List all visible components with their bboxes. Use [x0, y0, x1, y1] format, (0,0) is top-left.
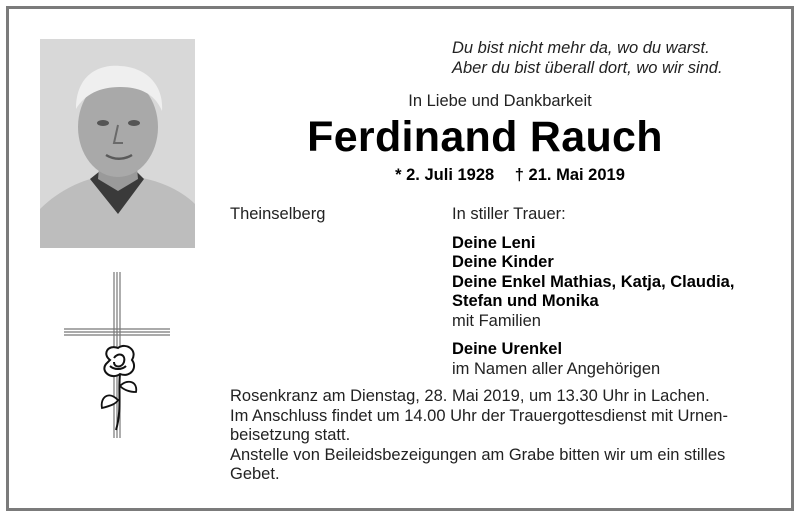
- mourner-line: im Namen aller Angehörigen: [452, 359, 661, 378]
- mourner-line: Deine Urenkel: [452, 340, 563, 358]
- mourner-line: mit Familien: [452, 311, 541, 330]
- life-dates: [360, 166, 660, 185]
- death-date: † 21. Mai 2019: [514, 166, 625, 184]
- mourner-line: Stefan und Monika: [452, 292, 599, 310]
- notice-line: beisetzung statt.: [230, 426, 351, 444]
- mourner-line: Deine Enkel Mathias, Katja, Claudia,: [452, 272, 735, 291]
- memorial-quote: [452, 38, 772, 78]
- birth-date: * 2. Juli 1928: [395, 166, 495, 184]
- mourner-line: Deine Leni: [452, 233, 536, 252]
- deceased-name: Ferdinand Rauch: [307, 113, 663, 161]
- notice-line: Gebet.: [230, 465, 280, 483]
- mourner-line: Deine Kinder: [452, 253, 554, 271]
- cross-with-rose-emblem: [62, 270, 172, 440]
- quote-line: Du bist nicht mehr da, wo du warst.: [452, 39, 710, 57]
- intro-text: In Liebe und Dankbarkeit: [408, 92, 592, 110]
- mourners-heading: In stiller Trauer:: [452, 205, 566, 223]
- mourners-list: [452, 205, 782, 379]
- notice-line: Anstelle von Beileidsbezeigungen am Grabe bitten wir um ein stilles: [230, 445, 726, 464]
- quote-line: Aber du bist überall dort, wo wir sind.: [452, 59, 723, 77]
- notice-line: Im Anschluss findet um 14.00 Uhr der Trauergottesdienst mit Urnen-: [230, 406, 728, 425]
- hometown: Theinselberg: [230, 205, 326, 223]
- portrait-photo: [40, 39, 195, 248]
- notice-line: Rosenkranz am Dienstag, 28. Mai 2019, um 13.30 Uhr in Lachen.: [230, 387, 710, 405]
- service-notice: [230, 387, 770, 485]
